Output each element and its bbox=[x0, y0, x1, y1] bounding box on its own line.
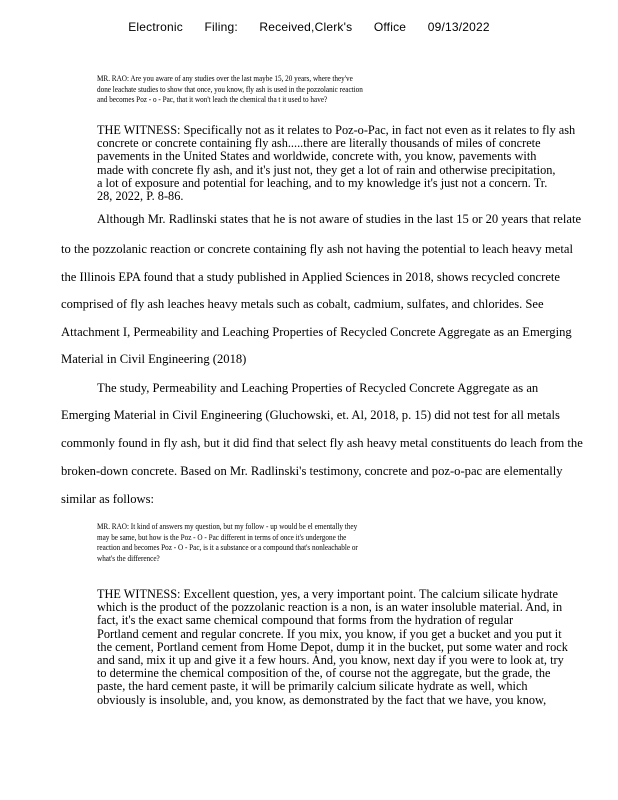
header-filing: Filing: bbox=[204, 20, 238, 34]
question-2-line: what's the difference? bbox=[97, 553, 160, 563]
paragraph-2-line: Emerging Material in Civil Engineering (Gluchowski, et. Al, 2018, p. 15) did not test for all metals bbox=[61, 408, 560, 422]
witness-2-line: which is the product of the pozzolanic reaction is a non, is an water insoluble material. And, in bbox=[97, 600, 563, 615]
paragraph-1-line: to the pozzolanic reaction or concrete containing fly ash not having the potential to leach heavy metal bbox=[61, 242, 573, 256]
witness-answer-2 bbox=[97, 588, 587, 707]
witness-2-line: paste, the hard cement paste, it will be primarily calcium silicate hydrate as well, which bbox=[97, 679, 528, 694]
witness-2-line: the cement, Portland cement from Home Depot, dump it in the bucket, put some water and rock bbox=[97, 639, 568, 654]
witness-2-line: and sand, mix it up and give it a few hours. And, you know, next day if you were to look at, try bbox=[97, 653, 564, 668]
question-2 bbox=[97, 522, 457, 564]
question-1 bbox=[97, 74, 457, 106]
paragraph-1-line: Although Mr. Radlinski states that he is not aware of studies in the last 15 or 20 years that relate bbox=[97, 212, 582, 226]
paragraph-2-line: commonly found in fly ash, but it did find that select fly ash heavy metal constituents do leach from the bbox=[61, 436, 583, 450]
witness-1-line: concrete or concrete containing fly ash.....there are literally thousands of miles of concrete bbox=[97, 136, 541, 151]
witness-1-line: made with concrete fly ash, and it's just not, they get a lot of rain and otherwise precipitation, bbox=[97, 162, 556, 177]
witness-2-line: Portland cement and regular concrete. If you mix, you know, if you get a bucket and you put it bbox=[97, 626, 562, 641]
paragraph-2-line: broken-down concrete. Based on Mr. Radlinski's testimony, concrete and poz-o-pac are elementally bbox=[61, 464, 563, 478]
header-electronic: Electronic bbox=[128, 20, 183, 34]
witness-answer-1 bbox=[97, 124, 587, 203]
question-2-line: reaction and becomes Poz - O - Pac, is it a substance or a compound that's nonleachable or bbox=[97, 543, 358, 552]
paragraph-2-line: The study, Permeability and Leaching Properties of Recycled Concrete Aggregate as an bbox=[97, 381, 539, 395]
header-received: Received,Clerk's bbox=[259, 20, 353, 34]
paragraph-1-line: comprised of fly ash leaches heavy metals such as cobalt, cadmium, sulfates, and chlorides. See bbox=[61, 297, 544, 311]
witness-2-line: THE WITNESS: Excellent question, yes, a very important point. The calcium silicate hydrate bbox=[97, 587, 558, 601]
question-1-line: done leachate studies to show that once, you know, fly ash is used in the pozzolanic reaction bbox=[97, 84, 363, 94]
page-header bbox=[0, 20, 618, 34]
question-2-line: may be same, but how is the Poz - O - Pac different in terms of once it's undergone the bbox=[97, 532, 347, 542]
paragraph-2-line: similar as follows: bbox=[61, 492, 155, 506]
witness-2-line: to determine the chemical composition of the, of course not the aggregate, but the grade, the bbox=[97, 666, 551, 681]
paragraph-1-line: the Illinois EPA found that a study published in Applied Sciences in 2018, shows recycled concrete bbox=[61, 270, 561, 284]
header-office: Office bbox=[373, 20, 407, 34]
question-1-line: MR. RAO: Are you aware of any studies over the last maybe 15, 20 years, where they've bbox=[97, 74, 353, 83]
witness-1-line: THE WITNESS: Specifically not as it relates to Poz-o-Pac, in fact not even as it relates to fly ash bbox=[97, 123, 576, 137]
witness-2-line: obviously is insoluble, and, you know, as demonstrated by the fact that we have, you know, bbox=[97, 692, 547, 707]
witness-1-line: a lot of exposure and potential for leaching, and to my knowledge it's just not a concern. Tr. bbox=[97, 175, 548, 190]
header-date: 09/13/2022 bbox=[427, 20, 490, 34]
witness-1-line: 28, 2022, P. 8-86. bbox=[97, 189, 184, 204]
question-2-line: MR. RAO: It kind of answers my question, but my follow - up would be el ementally they bbox=[97, 522, 358, 531]
witness-1-line: pavements in the United States and worldwide, concrete with, you know, pavements with bbox=[97, 149, 537, 164]
witness-2-line: fact, it's the exact same chemical compound that forms from the hydration of regular bbox=[97, 613, 514, 628]
paragraph-1-line: Attachment I, Permeability and Leaching Properties of Recycled Concrete Aggregate as an Emerging bbox=[61, 325, 572, 339]
question-1-line: and becomes Poz - o - Pac, that it won't leach the chemical tha t it used to have? bbox=[97, 95, 328, 104]
paragraph-1-line: Material in Civil Engineering (2018) bbox=[61, 352, 247, 366]
